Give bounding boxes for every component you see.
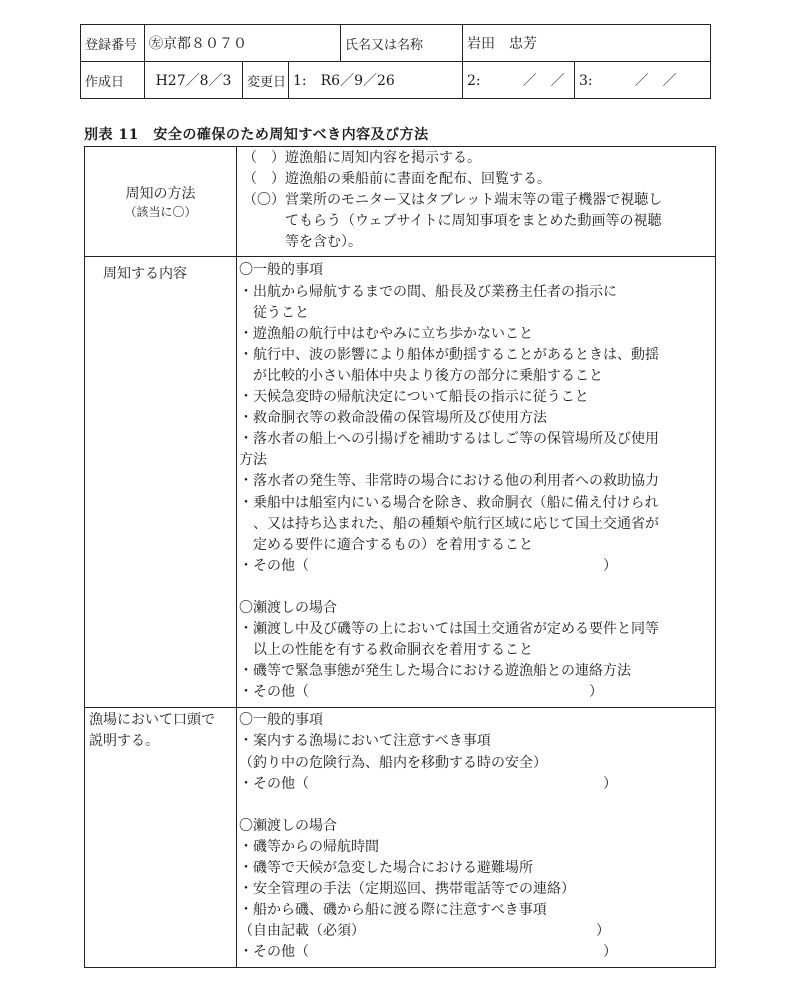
change-date-3: 3: ／ ／ <box>575 62 711 99</box>
method-row <box>85 147 716 257</box>
content-item: ・落水者の船上への引揚げを補助するはしご等の保管場所及び使用 <box>239 431 659 448</box>
general-section-heading: 〇一般的事項 <box>239 712 323 729</box>
change-date-2: 2: ／ ／ <box>463 62 575 99</box>
registration-header-table <box>80 24 711 99</box>
method-line: てもらう（ウェブサイトに周知事項をまとめた動画等の視聴 <box>243 213 662 230</box>
content-item: ・磯等で緊急事態が発生した場合における遊漁船との連絡方法 <box>239 663 631 680</box>
oral-item: ・磯等で天候が急変した場合における避難場所 <box>239 859 533 876</box>
ferry-section-heading: 〇瀬渡しの場合 <box>239 599 337 616</box>
table-title: 別表 11 安全の確保のため周知すべき内容及び方法 <box>84 127 429 143</box>
content-item: 以上の性能を有する救命胴衣を着用すること <box>239 642 533 659</box>
content-item: 従うこと <box>239 304 309 321</box>
content-item: 定める要件に適合するもの）を着用すること <box>239 536 533 553</box>
method-line: 等を含む）。 <box>243 234 362 251</box>
content-item: が比較的小さい船体中央より後方の部分に乗船すること <box>239 367 603 384</box>
oral-item: ・案内する漁場において注意すべき事項 <box>239 733 491 750</box>
oral-item: ・その他（ ） <box>239 775 617 792</box>
content-item: ・航行中、波の影響により船体が動揺することがあるときは、動揺 <box>239 346 659 363</box>
name-value: 岩田 忠芳 <box>463 25 711 62</box>
safety-notice-table <box>84 146 716 968</box>
oral-item: ・安全管理の手法（定期巡回、携帯電話等での連絡） <box>239 881 575 897</box>
method-label: 周知の方法 <box>125 186 196 203</box>
content-item: ・その他（ ） <box>239 557 617 574</box>
method-line: （ ）遊漁船の乗船前に書面を配布、回覧する。 <box>243 171 551 188</box>
oral-item: ・磯等からの帰航時間 <box>239 838 379 855</box>
content-item: ・瀬渡し中及び磯等の上においては国土交通省が定める要件と同等 <box>239 620 659 637</box>
content-item: ・遊漁船の航行中はむやみに立ち歩かないこと <box>239 325 533 342</box>
content-item: 方法 <box>239 452 267 469</box>
content-item: ・天候急変時の帰航決定について船長の指示に従うこと <box>239 389 589 406</box>
method-sublabel: （該当に〇） <box>124 205 197 220</box>
oral-item: （自由記載（必須） ） <box>239 923 610 940</box>
oral-item: （釣り中の危険行為、船内を移動する時の安全） <box>239 754 547 771</box>
oral-item: ・その他（ ） <box>239 944 617 961</box>
oral-label-line: 説明する。 <box>89 733 159 750</box>
created-date-value: H27／8／3 <box>145 62 243 99</box>
created-date-label: 作成日 <box>81 62 145 99</box>
content-item: ・出航から帰航するまでの間、船長及び業務主任者の指示に <box>239 283 617 300</box>
general-section-heading: 〇一般的事項 <box>239 262 323 279</box>
registration-number-value: ㊧京都８０７０ <box>145 25 341 62</box>
ferry-section-heading: 〇瀬渡しの場合 <box>239 817 337 834</box>
content-label: 周知する内容 <box>103 266 187 283</box>
content-row <box>85 257 716 708</box>
content-item: 、又は持ち込まれた、船の種類や航行区域に応じて国土交通省が <box>239 515 659 532</box>
content-item: ・その他（ ） <box>239 684 603 701</box>
change-date-1: 1: R6／9／26 <box>289 62 463 99</box>
oral-label-line: 漁場において口頭で <box>89 712 215 729</box>
content-item: ・落水者の発生等、非常時の場合における他の利用者への救助協力 <box>239 473 659 490</box>
content-item: ・救命胴衣等の救命設備の保管場所及び使用方法 <box>239 410 547 427</box>
method-line: （〇）営業所のモニター又はタブレット端末等の電子機器で視聴し <box>243 192 663 209</box>
oral-item: ・船から磯、磯から船に渡る際に注意すべき事項 <box>239 902 547 919</box>
content-item: ・乗船中は船室内にいる場合を除き、救命胴衣（船に備え付けられ <box>239 494 659 511</box>
name-label: 氏名又は名称 <box>341 25 463 62</box>
method-line: （ ）遊漁船に周知内容を掲示する。 <box>243 150 481 166</box>
oral-row <box>85 708 716 968</box>
changed-date-label: 変更日 <box>243 62 289 99</box>
registration-number-label: 登録番号 <box>81 25 145 62</box>
